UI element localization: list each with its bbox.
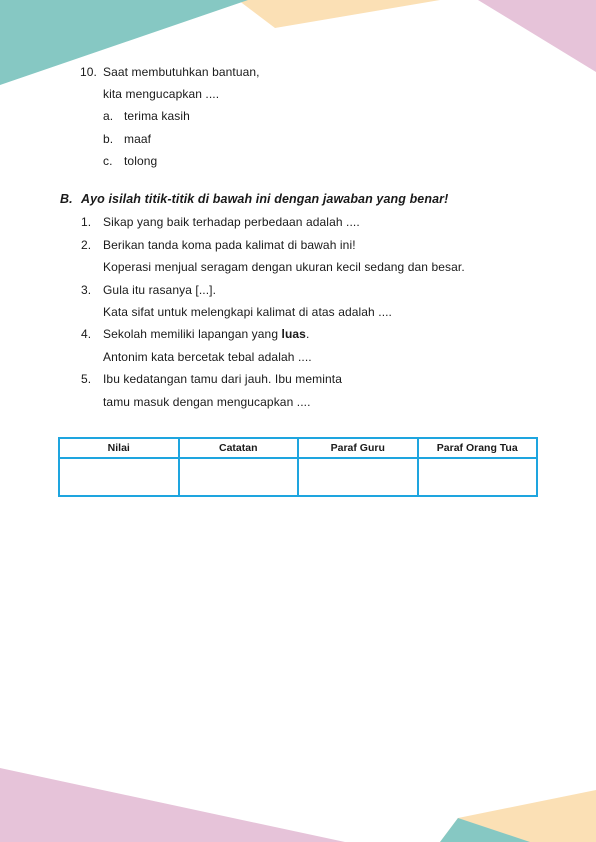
option-c-letter: c. <box>103 154 113 168</box>
header-paraf-orang-tua: Paraf Orang Tua <box>418 438 538 458</box>
item-4-line1-before: Sekolah memiliki lapangan yang <box>103 327 282 341</box>
section-b-letter: B. <box>60 192 73 206</box>
item-3-line1: Gula itu rasanya [...]. <box>103 283 217 297</box>
cell-catatan <box>179 458 299 496</box>
item-4-line2: Antonim kata bercetak tebal adalah .... <box>103 350 312 364</box>
grade-table-entry-row <box>59 458 537 496</box>
header-paraf-guru: Paraf Guru <box>298 438 418 458</box>
cell-paraf-guru <box>298 458 418 496</box>
option-a-letter: a. <box>103 109 114 123</box>
grade-table-header-row <box>59 438 537 458</box>
option-b-letter: b. <box>103 132 114 146</box>
item-2-line1: Berikan tanda koma pada kalimat di bawah ini! <box>103 238 356 252</box>
question-10-text-line2: kita mengucapkan .... <box>103 87 220 101</box>
cell-nilai <box>59 458 179 496</box>
item-4-number: 4. <box>81 327 92 341</box>
question-10-text-line1: Saat membutuhkan bantuan, <box>103 65 260 79</box>
option-c-text: tolong <box>124 154 158 168</box>
item-4-line1 <box>103 327 309 341</box>
item-1-line1: Sikap yang baik terhadap perbedaan adalah .... <box>103 215 360 229</box>
item-5-number: 5. <box>81 372 92 386</box>
item-3-line2: Kata sifat untuk melengkapi kalimat di atas adalah .... <box>103 305 392 319</box>
item-4-line1-after: . <box>305 327 310 341</box>
item-5-line1: Ibu kedatangan tamu dari jauh. Ibu meminta <box>103 372 343 386</box>
item-5-line2: tamu masuk dengan mengucapkan .... <box>103 395 311 409</box>
header-catatan: Catatan <box>179 438 299 458</box>
section-b-instruction: Ayo isilah titik-titik di bawah ini dengan jawaban yang benar! <box>81 192 449 206</box>
item-3-number: 3. <box>81 283 92 297</box>
item-4-bold-word: luas <box>281 327 306 341</box>
item-1-number: 1. <box>81 215 92 229</box>
grade-table <box>58 437 538 497</box>
cell-paraf-orang-tua <box>418 458 538 496</box>
option-a-text: terima kasih <box>124 109 190 123</box>
item-2-number: 2. <box>81 238 92 252</box>
item-2-line2: Koperasi menjual seragam dengan ukuran kecil sedang dan besar. <box>103 260 465 274</box>
header-nilai: Nilai <box>59 438 179 458</box>
option-b-text: maaf <box>124 132 152 146</box>
question-10-number: 10. <box>80 65 97 79</box>
